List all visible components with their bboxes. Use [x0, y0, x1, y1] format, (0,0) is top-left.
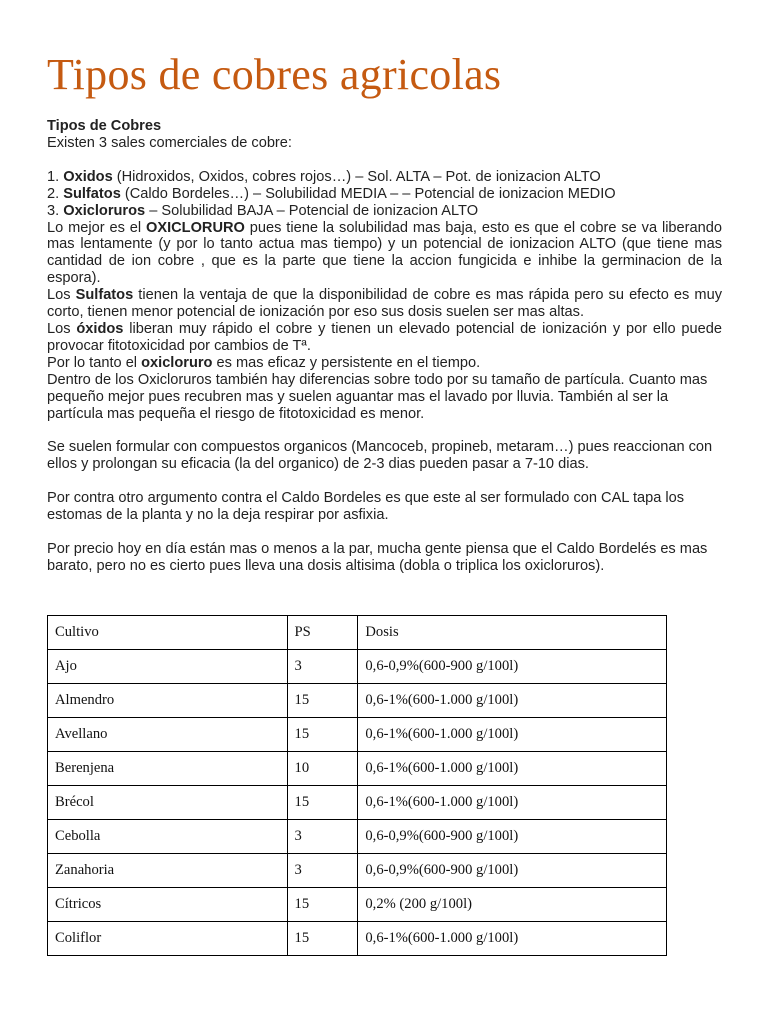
header-ps: PS: [287, 616, 358, 650]
list-item: 3. Oxicloruros – Solubilidad BAJA – Potencial de ionizacion ALTO: [47, 202, 479, 219]
list-item: 2. Sulfatos (Caldo Bordeles…) – Solubilidad MEDIA – – Potencial de ionizacion MEDIO: [47, 185, 616, 202]
cell-ps: 3: [287, 820, 358, 854]
table-row: [48, 854, 667, 888]
table-row: [48, 888, 667, 922]
table-row: [48, 650, 667, 684]
cell-dosis: 0,6-1%(600-1.000 g/100l): [358, 752, 667, 786]
cell-dosis: 0,6-1%(600-1.000 g/100l): [358, 786, 667, 820]
cell-cultivo: Brécol: [48, 786, 288, 820]
cell-dosis: 0,6-1%(600-1.000 g/100l): [358, 684, 667, 718]
cell-cultivo: Zanahoria: [48, 854, 288, 888]
page-title: Tipos de cobres agricolas: [47, 50, 502, 99]
cell-cultivo: Cítricos: [48, 888, 288, 922]
header-cultivo: Cultivo: [48, 616, 288, 650]
cell-cultivo: Cebolla: [48, 820, 288, 854]
cell-dosis: 0,6-0,9%(600-900 g/100l): [358, 820, 667, 854]
cell-ps: 15: [287, 922, 358, 956]
paragraph-sulfatos: Los Sulfatos tienen la ventaja de que la disponibilidad de cobre es mas rápida pero su efecto es muy corto, tienen menor potencial de ionización por eso sus dosis suelen ser mas altas.: [47, 287, 722, 321]
table-row: [48, 820, 667, 854]
header-dosis: Dosis: [358, 616, 667, 650]
cell-dosis: 0,6-1%(600-1.000 g/100l): [358, 718, 667, 752]
list-item: 1. Oxidos (Hidroxidos, Oxidos, cobres rojos…) – Sol. ALTA – Pot. de ionizacion ALTO: [47, 168, 601, 185]
cell-dosis: 0,6-1%(600-1.000 g/100l): [358, 922, 667, 956]
cell-cultivo: Almendro: [48, 684, 288, 718]
cell-ps: 3: [287, 650, 358, 684]
table-row: [48, 922, 667, 956]
paragraph-oxidos: Los óxidos liberan muy rápido el cobre y tienen un elevado potencial de ionización y por ello puede provocar fitotoxicidad por cambios de Tª.: [47, 320, 722, 354]
cell-ps: 3: [287, 854, 358, 888]
cell-ps: 15: [287, 684, 358, 718]
cell-cultivo: Berenjena: [48, 752, 288, 786]
paragraph-oxicloruro: Lo mejor es el OXICLORURO pues tiene la solubilidad mas baja, esto es que el cobre se va liberando mas lentamente (y por lo tanto actua mas tiempo) y un potencial de ionizacion ALTO (que tiene mas cantidad de ion cobre , que es la parte que tiene la accion fungicida e inhibe la germinacion de la espora).: [47, 219, 722, 287]
cell-ps: 15: [287, 786, 358, 820]
paragraph-por-lo-tanto: Por lo tanto el oxicloruro es mas eficaz y persistente en el tiempo.: [47, 354, 481, 371]
table-row: [48, 718, 667, 752]
paragraph-dentro: Dentro de los Oxicloruros también hay diferencias sobre todo por su tamaño de partícula. Cuanto mas pequeño mejor pues recubren mas y suelen aguantar mas el lavado por lluvia. También al ser la partícula mas pequeña el riesgo de fitotoxicidad es menor.: [47, 371, 708, 422]
paragraph-contra: Por contra otro argumento contra el Caldo Bordeles es que este al ser formulado con CAL tapa los estomas de la planta y no la deja respirar por asfixia.: [47, 490, 685, 524]
cell-cultivo: Ajo: [48, 650, 288, 684]
cell-ps: 10: [287, 752, 358, 786]
cell-cultivo: Coliflor: [48, 922, 288, 956]
cell-ps: 15: [287, 888, 358, 922]
table-row: [48, 786, 667, 820]
cell-dosis: 0,2% (200 g/100l): [358, 888, 667, 922]
cell-cultivo: Avellano: [48, 718, 288, 752]
cell-dosis: 0,6-0,9%(600-900 g/100l): [358, 650, 667, 684]
cell-dosis: 0,6-0,9%(600-900 g/100l): [358, 854, 667, 888]
intro-heading: Tipos de Cobres: [47, 118, 162, 134]
dosage-table: [47, 615, 667, 956]
intro-text: Existen 3 sales comerciales de cobre:: [47, 134, 292, 151]
table-row: [48, 752, 667, 786]
paragraph-formular: Se suelen formular con compuestos organicos (Mancoceb, propineb, metaram…) pues reaccionan con ellos y prolongan su eficacia (la del organico) de 2-3 dias pueden pasar a 7-10 dias.: [47, 439, 713, 473]
cell-ps: 15: [287, 718, 358, 752]
paragraph-precio: Por precio hoy en día están mas o menos a la par, mucha gente piensa que el Caldo Bordelés es mas barato, pero no es cierto pues lleva una dosis altisima (dobla o triplica los oxicloruros).: [47, 541, 708, 574]
table-header-row: [48, 616, 667, 650]
article-body: [47, 118, 722, 575]
table-row: [48, 684, 667, 718]
